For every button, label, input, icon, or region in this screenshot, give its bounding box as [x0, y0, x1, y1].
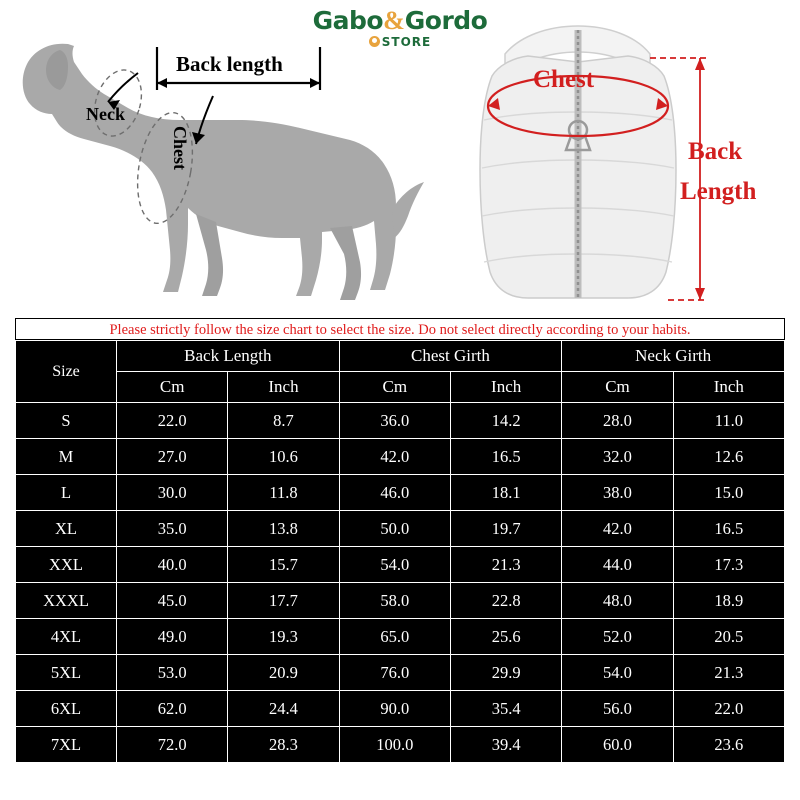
cell-chest-cm: 90.0 [339, 691, 450, 727]
cell-back-inch: 10.6 [228, 439, 339, 475]
cell-neck-cm: 56.0 [562, 691, 673, 727]
cell-chest-cm: 100.0 [339, 727, 450, 763]
cell-back-inch: 20.9 [228, 655, 339, 691]
cell-back-inch: 8.7 [228, 403, 339, 439]
dog-neck-label: Neck [86, 104, 125, 124]
cell-size: L [16, 475, 117, 511]
cell-back-cm: 35.0 [117, 511, 228, 547]
header-back-length: Back Length [117, 341, 340, 372]
header-size: Size [16, 341, 117, 403]
header-back-inch: Inch [228, 372, 339, 403]
cell-chest-inch: 18.1 [450, 475, 561, 511]
cell-back-inch: 24.4 [228, 691, 339, 727]
brand-name-part2: Gordo [404, 6, 488, 35]
header-chest-girth: Chest Girth [339, 341, 562, 372]
header-neck-girth: Neck Girth [562, 341, 785, 372]
cell-back-inch: 11.8 [228, 475, 339, 511]
cell-chest-inch: 39.4 [450, 727, 561, 763]
cell-chest-inch: 14.2 [450, 403, 561, 439]
header-back-cm: Cm [117, 372, 228, 403]
table-row [16, 619, 785, 655]
cell-back-inch: 15.7 [228, 547, 339, 583]
size-chart-table [15, 340, 785, 763]
cell-size: 5XL [16, 655, 117, 691]
table-unit-header-row [16, 372, 785, 403]
cell-neck-inch: 18.9 [673, 583, 784, 619]
cell-back-cm: 49.0 [117, 619, 228, 655]
cell-neck-inch: 11.0 [673, 403, 784, 439]
cell-size: 4XL [16, 619, 117, 655]
cell-chest-inch: 25.6 [450, 619, 561, 655]
cell-size: XXL [16, 547, 117, 583]
cell-neck-cm: 32.0 [562, 439, 673, 475]
brand-name-part1: Gabo [312, 6, 384, 35]
cell-back-cm: 62.0 [117, 691, 228, 727]
table-row [16, 403, 785, 439]
cell-back-cm: 72.0 [117, 727, 228, 763]
cell-size: S [16, 403, 117, 439]
cell-back-cm: 27.0 [117, 439, 228, 475]
cell-chest-cm: 42.0 [339, 439, 450, 475]
cell-back-inch: 19.3 [228, 619, 339, 655]
cell-neck-inch: 22.0 [673, 691, 784, 727]
coat-length-label: Length [680, 178, 757, 205]
cell-neck-inch: 21.3 [673, 655, 784, 691]
table-body [16, 403, 785, 763]
cell-chest-cm: 36.0 [339, 403, 450, 439]
table-row [16, 727, 785, 763]
cell-neck-inch: 16.5 [673, 511, 784, 547]
cell-neck-cm: 48.0 [562, 583, 673, 619]
cell-back-cm: 30.0 [117, 475, 228, 511]
header-chest-inch: Inch [450, 372, 561, 403]
cell-chest-inch: 21.3 [450, 547, 561, 583]
cell-neck-inch: 20.5 [673, 619, 784, 655]
table-head [16, 341, 785, 403]
size-chart-table-wrap [15, 340, 785, 763]
cell-back-cm: 22.0 [117, 403, 228, 439]
cell-size: XL [16, 511, 117, 547]
cell-neck-inch: 12.6 [673, 439, 784, 475]
cell-chest-cm: 58.0 [339, 583, 450, 619]
cell-neck-inch: 23.6 [673, 727, 784, 763]
dog-chest-label: Chest [170, 126, 190, 170]
table-row [16, 439, 785, 475]
table-row [16, 511, 785, 547]
cell-back-cm: 40.0 [117, 547, 228, 583]
cell-chest-inch: 29.9 [450, 655, 561, 691]
cell-neck-cm: 52.0 [562, 619, 673, 655]
cell-chest-inch: 19.7 [450, 511, 561, 547]
cell-neck-cm: 60.0 [562, 727, 673, 763]
cell-back-cm: 53.0 [117, 655, 228, 691]
cell-chest-cm: 54.0 [339, 547, 450, 583]
cell-back-inch: 28.3 [228, 727, 339, 763]
cell-back-cm: 45.0 [117, 583, 228, 619]
coat-chest-label: Chest [533, 66, 595, 93]
cell-chest-cm: 46.0 [339, 475, 450, 511]
table-row [16, 583, 785, 619]
brand-sub-text: STORE [381, 35, 432, 49]
illustration-area [0, 0, 800, 318]
table-row [16, 655, 785, 691]
cell-neck-cm: 54.0 [562, 655, 673, 691]
cell-size: 7XL [16, 727, 117, 763]
cell-back-inch: 13.8 [228, 511, 339, 547]
cell-neck-cm: 38.0 [562, 475, 673, 511]
header-chest-cm: Cm [339, 372, 450, 403]
coat-back-label: Back [688, 138, 743, 165]
cell-size: 6XL [16, 691, 117, 727]
cell-chest-inch: 22.8 [450, 583, 561, 619]
cell-chest-inch: 16.5 [450, 439, 561, 475]
cell-size: XXXL [16, 583, 117, 619]
cell-chest-cm: 50.0 [339, 511, 450, 547]
cell-neck-cm: 42.0 [562, 511, 673, 547]
dog-back-length-label: Back length [176, 52, 283, 76]
measurement-illustration-svg [0, 0, 800, 318]
warning-banner: Please strictly follow the size chart to select the size. Do not select directly according to your habits. [15, 318, 785, 340]
header-neck-cm: Cm [562, 372, 673, 403]
table-row [16, 475, 785, 511]
table-row [16, 547, 785, 583]
cell-back-inch: 17.7 [228, 583, 339, 619]
cell-neck-cm: 44.0 [562, 547, 673, 583]
cell-size: M [16, 439, 117, 475]
cell-neck-inch: 17.3 [673, 547, 784, 583]
table-row [16, 691, 785, 727]
cell-neck-inch: 15.0 [673, 475, 784, 511]
table-group-header-row [16, 341, 785, 372]
brand-ampersand: & [383, 6, 405, 35]
cell-chest-inch: 35.4 [450, 691, 561, 727]
cell-neck-cm: 28.0 [562, 403, 673, 439]
cell-chest-cm: 65.0 [339, 619, 450, 655]
header-neck-inch: Inch [673, 372, 784, 403]
cell-chest-cm: 76.0 [339, 655, 450, 691]
